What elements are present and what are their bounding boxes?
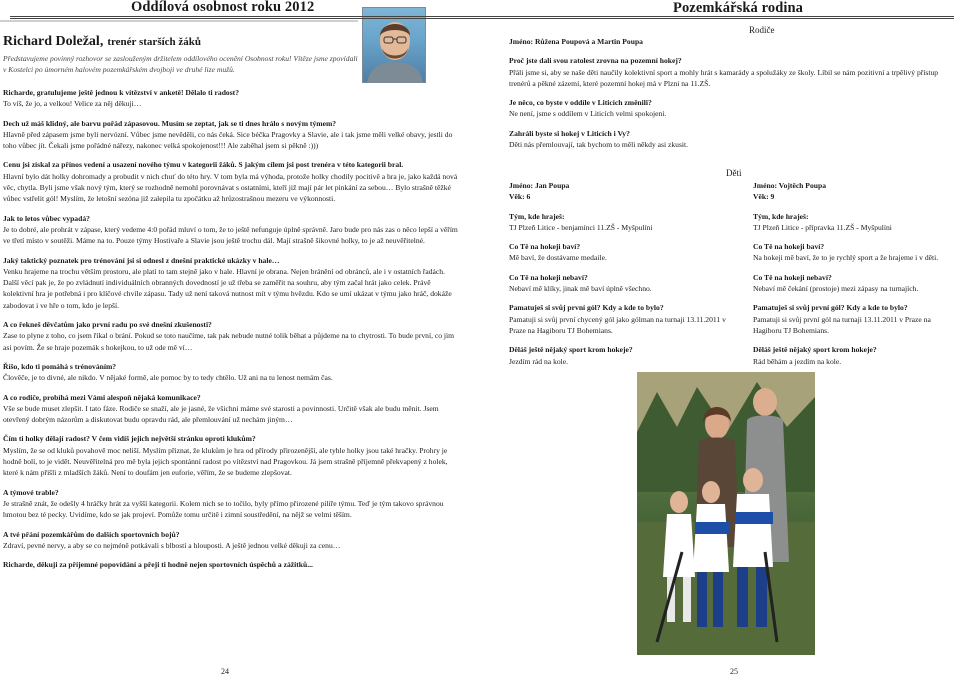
interview-question: Cenu jsi získal za přínos vedení a usazení nového týmu v kategorii žáků. S jakým cílem jsi post trenéra v této kategorii bral. (3, 160, 404, 170)
interview-answer: Vše se bude muset zlepšit. I tato fáze. Rodiče se snaží, ale je jasné, že všichni máme své starosti a povinnosti. Určitě však ale budu měnit. Jsem otevřený dobrým názorům a diskutovat budu opravdu rád, ale přemlouvání už nechám jiným… (3, 403, 439, 425)
child1-question: Tým, kde hraješ: (509, 211, 565, 221)
child2-name: Jméno: Vojtěch Poupa (753, 181, 826, 190)
interview-question: Říšo, kdo ti pomáhá s trénováním? (3, 361, 117, 371)
interview-answer: Člověče, je to divné, ale nikdo. V nějaké formě, ale pomoc by to tedy chtělo. Už ani na tu lenost nemám čas. (3, 373, 333, 383)
interview-question: A co rodiče, probíhá mezi Vámi alespoň nějaká komunikace? (3, 392, 201, 402)
child1-question: Pamatuješ si svůj první gól? Kdy a kde to bylo? (509, 303, 664, 313)
parents-answer: Děti nás přemlouvají, tak bychom to měli někdy asi zkusit. (509, 140, 689, 150)
child2-question: Pamatuješ si svůj první gól? Kdy a kde to bylo? (753, 303, 908, 313)
interview-answer: Venku hrajeme na trochu větším prostoru, ale platí to tam stejně jako v hale. Hlavní je obrana. Nejen bránění od obránců, ale i v ostatních řadách. Další věcí pak je, že po zvládnutí individuálních obranných dovedností je už třeba se zaměřit na souhru, aby tým začal hrát jako celek. Právě kolektivní hra je potřebná i pro klíčové chvíle zápasu. Tady už není taková nutnost mít v týmu hvězdu. Kdo se umí ukázat v týmu jako hráč, dokáže zabodovat i ve hře o tom, kdo je lepší. (3, 266, 452, 310)
interview-item (3, 159, 459, 204)
child1-name: Jméno: Jan Poupa (509, 181, 570, 190)
child2-item (753, 272, 958, 295)
interviewee-name-text: Richard Doležal, (3, 34, 104, 49)
child2-age: Věk: 9 (753, 192, 775, 202)
right-title-rule (10, 16, 954, 19)
child2-question: Co Tě na hokeji baví? (753, 242, 825, 252)
child2-answer: Rád běhám a jezdím na kole. (753, 356, 842, 366)
interview-question: A co řekneš děvčatům jako první radu po své dnešní zkušenosti? (3, 320, 212, 330)
child2-item (753, 344, 958, 367)
interview-question: Jak to letos vůbec vypadá? (3, 213, 90, 223)
child1-answer: Pamatuji si svůj první chycený gól jako gólman na turnaji 13.11.2011 v Praze na Hagiboru TJ Bohemians. (509, 314, 726, 335)
child2-question: Tým, kde hraješ: (753, 211, 809, 221)
parents-item (509, 97, 956, 120)
interview-question: Jaký taktický poznatek pro trénování jsi si odnesl z dnešní praktické ukázky v hale… (3, 255, 280, 265)
parents-qa (509, 55, 956, 150)
child2-answer: Na hokeji mě baví, že to je rychlý sport a že hrajeme i v děti. (753, 253, 939, 263)
parents-item (509, 128, 956, 151)
interview-answer: Hlavně před zápasem jsme byli nervózní. Vůbec jsme nevěděli, co nás čeká. Sice béčka Pragovky a Slavie, ale i tak jsme měli velké obavy, jestli do toho vůbec jít. Čekali jsme pořádné nářezy, nakonec velká spokojenost!!! Ale zaběhal jsem si pěkně :))) (3, 129, 453, 151)
child2-item (753, 302, 958, 336)
left-title-rule (0, 20, 358, 22)
interview-answer: Je to dobré, ale prohrát v zápase, který vedeme 4:0 pořád mluví o tom, že to ještě nefunguje úplně správně. Jaro bude pro nás zas o něco lepší a věřím ve třetí místo v soutěži. Máme na to. Pouze týmy Hostivaře a Slavie jsou ještě trochu dál. Mají strašně šikovné holky, to je až neuvěřitelné. (3, 224, 458, 246)
page-number-left: 24 (221, 667, 229, 676)
parents-label: Rodiče (749, 25, 775, 35)
intro-paragraph: Představujeme povinný rozhovor se zaslouženým držitelem oddílového ocenění Osobnost roku! Vítěze jsme zpovídali v Kostelci po úmorném halovém pozemkářském dvojboji ve druhé lize mužů. (3, 54, 358, 75)
interview-item (3, 529, 459, 552)
right-section-title: Pozemkářská rodina (673, 0, 804, 16)
interview-answer: Myslím, že se od kluků povahově moc neliší. Myslím přiznat, že klukům je hra od přírody přirozenější, ale tyhle holky jsou také hračky. Prohry je hodně bolí, to je vidět. Neuvěřitelná pro mě byla jejich spontánní radost po vítězství nad Pragovkou. Já jsem strašně příjemně překvapený z holek, které k nám přišli z mladších žáků. Není to doufám jen euforie, věřím, že se budeme zlepšovat. (3, 445, 448, 478)
child1-item (509, 272, 739, 295)
interview-answer: Je strašně znát, že odešly 4 hráčky hrát za vyšší kategorii. Kolem nich se to točilo, byly přímo přirozené pilíře týmu. Teď je tým takovo správnou hmotou bez té pecky. Uvidíme, kdo se jak projeví. Pomůže tomu určitě i zimní soustředění, na nějž se velmi těším. (3, 498, 444, 520)
family-photo (637, 372, 815, 655)
child2-answer: TJ Plzeň Litice - přípravka 11.ZŠ - Myšpulíni (753, 222, 892, 232)
parents-name: Růžena Poupová a Martin Poupa (534, 37, 643, 46)
child1-answer: Nebaví mě klíky, jinak mě baví úplně všechno. (509, 284, 652, 294)
child1-question: Děláš ještě nějaký sport krom hokeje? (509, 345, 633, 355)
interview-item (3, 319, 459, 353)
child1-answer: Jezdím rád na kole. (509, 356, 569, 366)
interview-question: Richarde, gratulujeme ještě jednou k vítězství v anketě! Dělalo ti radost? (3, 88, 239, 97)
child1-item (509, 302, 739, 336)
child1-answer: Mě baví, že dostávame medaile. (509, 253, 607, 263)
parents-block (509, 36, 956, 158)
child1-qa (509, 211, 739, 367)
interview-answer: Zdraví, pevné nervy, a aby se co nejméně potkávali s blbostí a hlouposti. A ještě jednou velké děkuji za cenu… (3, 540, 341, 550)
interview-item (3, 487, 459, 521)
children-label: Děti (726, 168, 742, 178)
child-jan (509, 180, 739, 375)
child2-answer: Pamatuji si svůj první gól na turnaji 13.11.2011 v Praze na Hagiboru TJ Bohemians. (753, 314, 931, 335)
child1-item (509, 344, 739, 367)
parents-item (509, 55, 956, 89)
child1-item (509, 211, 739, 234)
interview-answer: Hlavní bylo dát holky dohromady a probudit v nich chuť do této hry. V tom byla má výhoda, protože holky chodily pocitivě a hra je, jako každá nová věc, chytla. Byli jsme však nový tým, který se rozhodně nemohl porovnávat s ostatními, kteří již mají pár let pinkání za sebou… Bylo strašně těžké vůbec vstřelit gól! Myslím, že letošní sezóna již zalepila tu zpočátku až hrůzostrašnou mezeru ve výkonnosti. (3, 171, 458, 204)
child2-question: Děláš ještě nějaký sport krom hokeje? (753, 345, 877, 355)
interview-item (3, 392, 459, 426)
child2-item (753, 241, 958, 264)
parents-name-label: Jméno: (509, 37, 534, 46)
child2-qa (753, 211, 958, 367)
closing-line: Richarde, děkuji za příjemné popovídání a přeji ti hodně nejen sportovních úspěchů a zážitků... (3, 560, 313, 570)
parents-question: Proč jste dali svou ratolest zrovna na pozemní hokej? (509, 56, 682, 66)
interview-question: A týmové trable? (3, 487, 59, 497)
interview-item (3, 255, 459, 311)
parents-answer: Přáli jsme si, aby se naše děti naučily kolektivní sport a mohly hrát s kamarády a spolužáky ze školy. Líbil se nám pozitivní a trpělivý přístup trenérů a pěkné zázemí, které pozemní hokej má v Plzni na 11.ZŠ. (509, 67, 939, 88)
interview-item (3, 361, 459, 384)
parents-question: Je něco, co byste v oddíle v Liticích změnili? (509, 98, 652, 108)
interviewee-name (3, 34, 201, 50)
interview-item (3, 118, 459, 152)
interview-question: Čím ti holky dělají radost? V čem vidíš jejich největší stránku oproti klukům? (3, 434, 256, 444)
page-number-right: 25 (730, 667, 738, 676)
interview-item (3, 433, 459, 478)
parents-answer: Ne není, jsme s oddílem v Liticích velmi spokojeni. (509, 109, 667, 119)
interview-answer: To víš, že jo, a velkou! Velice za něj děkuji… (3, 99, 142, 109)
child-vojtech (753, 180, 958, 375)
child2-question: Co Tě na hokeji nebaví? (753, 272, 832, 282)
interview-question: A tvé přání pozemkářům do dalších sportovních bojů? (3, 529, 180, 539)
child2-item (753, 211, 958, 234)
interview-question: Dech už máš klidný, ale barvu pořád zápasovou. Musím se zeptat, jak se ti dnes hrálo s novým týmem? (3, 118, 337, 128)
interview-body (3, 87, 459, 570)
child1-question: Co Tě na hokeji baví? (509, 242, 581, 252)
child1-age: Věk: 6 (509, 192, 531, 202)
interview-item (3, 213, 459, 247)
child1-item (509, 241, 739, 264)
interview-answer: Zase to plyne z toho, co jsem říkal o brání. Pokud se toto naučíme, tak pak nebude nutné tolik běhat a půjdeme na to chytrosti. To bude první, co jim asi povím. Že se hraje pozemák s hokejkou, to už ode mě ví… (3, 331, 455, 352)
parents-question: Zahráli byste si hokej v Liticích i Vy? (509, 128, 630, 138)
child1-question: Co Tě na hokeji nebaví? (509, 272, 588, 282)
interview-item (3, 87, 459, 110)
interviewee-role: trenér starších žáků (107, 36, 202, 48)
left-section-title: Oddílová osobnost roku 2012 (131, 0, 315, 15)
child2-answer: Nebaví mě čekání (prostoje) mezi zápasy na turnajích. (753, 284, 919, 294)
child1-answer: TJ Plzeň Litice - benjamínci 11.ZŠ - Myšpulíni (509, 222, 653, 232)
